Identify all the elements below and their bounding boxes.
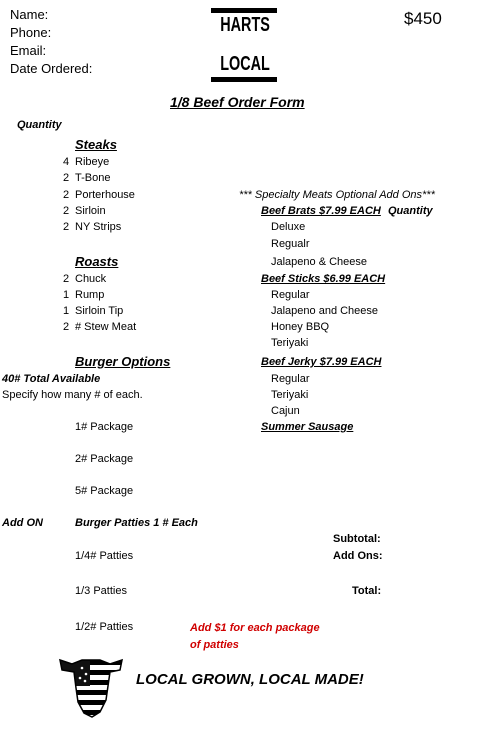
- subtotal-label: Subtotal:: [333, 533, 381, 545]
- roasts-heading: Roasts: [75, 254, 119, 269]
- logo-line-1: HARTS: [220, 14, 270, 36]
- roast-qty: 2: [63, 273, 70, 285]
- jerky-option: Teriyaki: [271, 389, 309, 401]
- total-available: 40# Total Available: [2, 373, 101, 385]
- steak-qty: 4: [63, 156, 70, 168]
- sticks-option: Regular: [271, 289, 310, 301]
- sticks-option: Teriyaki: [271, 337, 309, 349]
- brats-option: Deluxe: [271, 221, 306, 233]
- form-title: 1/8 Beef Order Form: [170, 94, 305, 110]
- steak-qty: 2: [63, 172, 70, 184]
- sticks-option: Jalapeno and Cheese: [271, 305, 379, 317]
- summer-sausage-title: Summer Sausage: [261, 421, 354, 433]
- brats-option: Jalapeno & Cheese: [271, 256, 368, 268]
- burger-options-heading: Burger Options: [75, 354, 171, 369]
- specify-instructions: Specify how many # of each.: [2, 389, 143, 401]
- roast-name: # Stew Meat: [75, 321, 137, 333]
- slogan: LOCAL GROWN, LOCAL MADE!: [136, 671, 364, 688]
- steak-qty: 2: [63, 189, 70, 201]
- email-field-label: Email:: [10, 43, 47, 58]
- add-on-label: Add ON: [2, 517, 43, 529]
- patty-option: 1/4# Patties: [75, 550, 134, 562]
- burger-patties-title: Burger Patties 1 # Each: [75, 517, 198, 529]
- steak-name: Ribeye: [75, 156, 110, 168]
- package-option: 2# Package: [75, 453, 134, 465]
- steak-name: T-Bone: [75, 172, 111, 184]
- package-option: 1# Package: [75, 421, 134, 433]
- sticks-option: Honey BBQ: [271, 321, 330, 333]
- patty-option: 1/3 Patties: [75, 585, 127, 597]
- steak-name: Sirloin: [75, 205, 106, 217]
- roast-name: Chuck: [75, 273, 107, 285]
- add-ons-total-label: Add Ons:: [333, 550, 383, 562]
- jerky-option: Cajun: [271, 405, 300, 417]
- roast-qty: 1: [63, 289, 70, 301]
- beef-jerky-title: Beef Jerky $7.99 EACH: [261, 356, 382, 368]
- date-ordered-field-label: Date Ordered:: [10, 61, 93, 76]
- patties-note-line-2: of patties: [190, 639, 239, 651]
- brats-quantity-header: Quantity: [388, 205, 433, 217]
- name-field-label: Name:: [10, 7, 49, 22]
- total-label: Total:: [352, 585, 382, 597]
- roast-qty: 1: [63, 305, 70, 317]
- cow-flag-icon: [56, 656, 126, 718]
- steak-name: NY Strips: [75, 221, 122, 233]
- logo-line-2: LOCAL: [220, 53, 270, 75]
- package-option: 5# Package: [75, 485, 134, 497]
- beef-sticks-title: Beef Sticks $6.99 EACH: [261, 273, 386, 285]
- steak-qty: 2: [63, 221, 70, 233]
- beef-brats-title: Beef Brats $7.99 EACH: [261, 205, 381, 217]
- phone-field-label: Phone:: [10, 25, 52, 40]
- brats-option: Regualr: [271, 238, 310, 250]
- jerky-option: Regular: [271, 373, 310, 385]
- roast-name: Sirloin Tip: [75, 305, 124, 317]
- steaks-heading: Steaks: [75, 137, 117, 152]
- price: $450: [404, 9, 442, 28]
- steak-name: Porterhouse: [75, 189, 135, 201]
- steak-qty: 2: [63, 205, 70, 217]
- roast-qty: 2: [63, 321, 70, 333]
- harts-local-logo: [211, 8, 277, 83]
- roast-name: Rump: [75, 289, 105, 301]
- quantity-header: Quantity: [17, 119, 62, 131]
- specialty-header: *** Specialty Meats Optional Add Ons***: [239, 189, 435, 201]
- patties-note-line-1: Add $1 for each package: [190, 622, 320, 634]
- patty-option: 1/2# Patties: [75, 621, 134, 633]
